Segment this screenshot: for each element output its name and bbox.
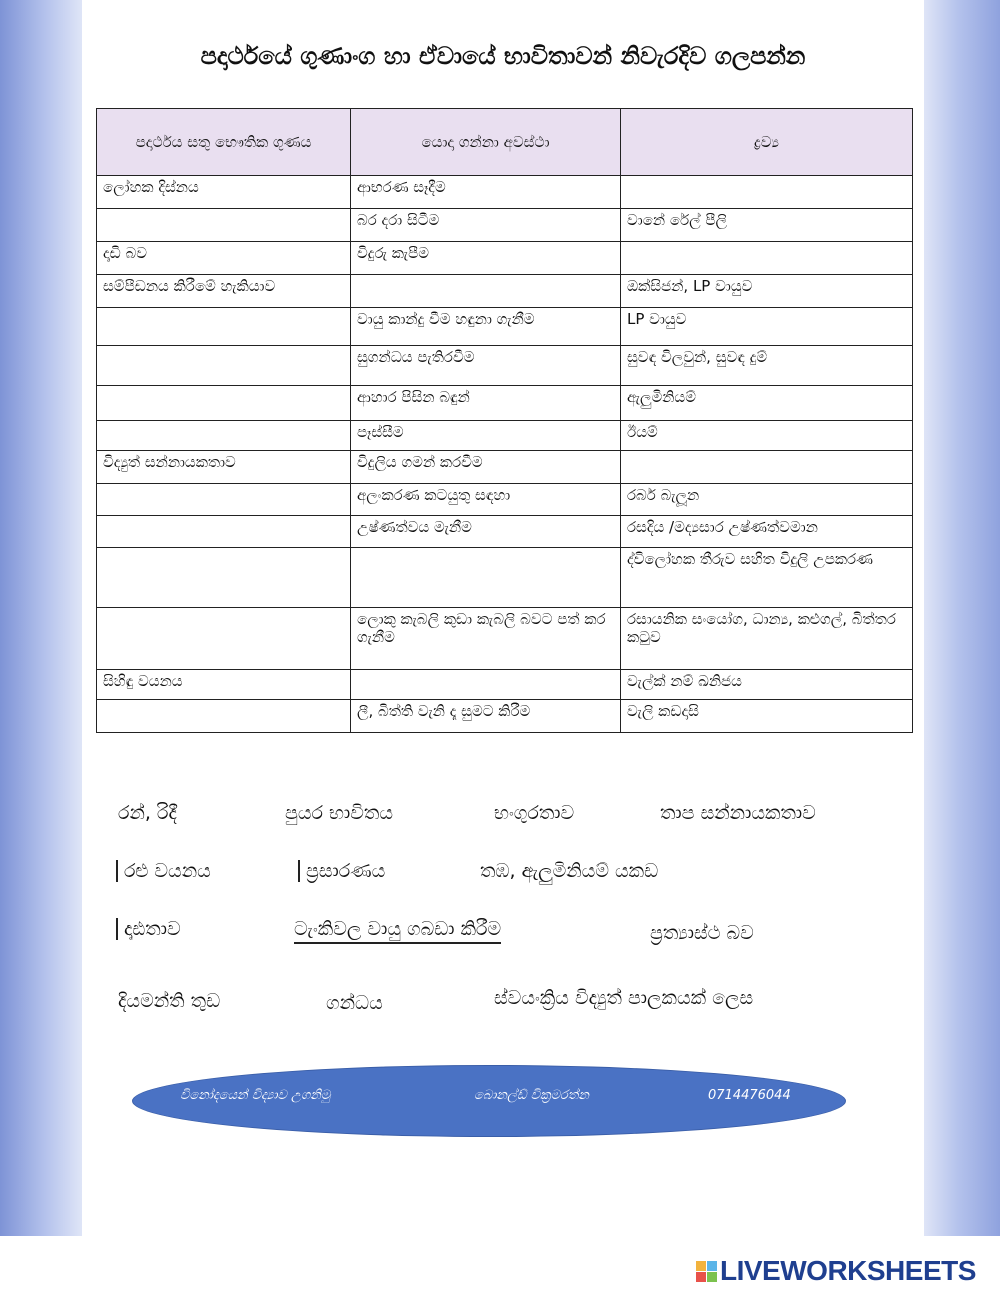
material-cell[interactable] — [621, 242, 913, 275]
material-cell[interactable] — [621, 451, 913, 484]
table-row — [97, 670, 913, 700]
material-cell[interactable]: වැල්ක් නම් ඛනිජය — [621, 670, 913, 700]
liveworksheets-logo-icon — [696, 1261, 717, 1282]
right-decorative-stripe — [924, 0, 1000, 1236]
table-row — [97, 421, 913, 451]
footer-phone: 0714476044 — [708, 1088, 791, 1103]
word-bank-item[interactable]: ප්‍රසාරණය — [298, 860, 385, 882]
header-material: ද්‍රව්‍ය — [621, 109, 913, 176]
left-decorative-stripe — [0, 0, 82, 1236]
property-cell[interactable]: සිහිඳු වයනය — [97, 670, 351, 700]
table-row — [97, 700, 913, 733]
word-bank-item[interactable]: තඹ, ඇලුමිනියම් යකඩ — [480, 860, 659, 882]
word-bank-item[interactable]: ප්‍රත්‍යාස්ථ බව — [650, 922, 754, 944]
header-usage: යොදා ගන්නා අවස්ථා — [351, 109, 621, 176]
table-row — [97, 275, 913, 308]
usage-cell[interactable]: ලොකු කැබලි කුඩා කැබලි බවට පත් කර ගැනීම — [351, 608, 621, 670]
material-cell[interactable]: ඔක්සිජන්, LP වායුව — [621, 275, 913, 308]
property-cell[interactable] — [97, 516, 351, 548]
property-cell[interactable]: විද්‍යුත් සන්නායකතාව — [97, 451, 351, 484]
material-cell[interactable]: ඇලුමිනියම් — [621, 386, 913, 421]
usage-cell[interactable] — [351, 548, 621, 608]
word-bank-item[interactable]: දියමන්ති තුඩ — [118, 990, 221, 1012]
table-row — [97, 451, 913, 484]
material-cell[interactable]: සුවඳ විලවුන්, සුවඳ දුම් — [621, 346, 913, 386]
word-bank-item[interactable]: භංගුරතාව — [494, 802, 575, 824]
material-cell[interactable]: රබර් බැලූන — [621, 484, 913, 516]
property-cell[interactable] — [97, 548, 351, 608]
property-cell[interactable] — [97, 346, 351, 386]
property-cell[interactable] — [97, 308, 351, 346]
table-row — [97, 308, 913, 346]
table-header-row — [97, 109, 913, 176]
usage-cell[interactable]: ලී, බිත්ති වැනි දෑ සුමට කිරීම — [351, 700, 621, 733]
table-row — [97, 516, 913, 548]
liveworksheets-logo — [696, 1255, 976, 1287]
footer-slogan: විනෝදයෙන් විද්‍යාව උගනිමු — [180, 1088, 331, 1103]
usage-cell[interactable]: ආහාර පිසින බඳුන් — [351, 386, 621, 421]
word-bank-item[interactable]: දෘඪතාව — [116, 918, 181, 940]
property-cell[interactable] — [97, 386, 351, 421]
usage-cell[interactable]: වායු කාන්දු වීම හඳුනා ගැනීම — [351, 308, 621, 346]
table-row — [97, 242, 913, 275]
header-physical-property: පදාර්ථය සතු භෞතික ගුණය — [97, 109, 351, 176]
usage-cell[interactable]: සුගන්ධය පැතිරවීම — [351, 346, 621, 386]
property-cell[interactable] — [97, 209, 351, 242]
material-cell[interactable]: රසදිය /මද්‍යසාර උෂ්ණත්වමාන — [621, 516, 913, 548]
material-cell[interactable]: වානේ රේල් පීලි — [621, 209, 913, 242]
word-bank-item[interactable]: ගන්ධය — [326, 992, 383, 1014]
brand-name: LIVEWORKSHEETS — [720, 1255, 976, 1286]
table-row — [97, 608, 913, 670]
table-row — [97, 176, 913, 209]
word-bank-item[interactable]: ස්වයංක්‍රිය විද්‍යුත් පාලකයක් ලෙස — [494, 987, 754, 1009]
table-row — [97, 346, 913, 386]
usage-cell[interactable] — [351, 275, 621, 308]
material-cell[interactable] — [621, 176, 913, 209]
usage-cell[interactable]: බර දරා සිටීම — [351, 209, 621, 242]
usage-cell[interactable] — [351, 670, 621, 700]
usage-cell[interactable]: ආභරණ සෑදීම — [351, 176, 621, 209]
word-bank-item[interactable]: පුයර භාවිතය — [285, 802, 393, 824]
worksheet-title: පදාර්ථයේ ගුණාංග හා ඒවායේ භාවිතාවන් නිවැරදිව ගලපන්න — [200, 42, 806, 70]
property-cell[interactable] — [97, 700, 351, 733]
footer-author: බොනල්ඩ් වික්‍රමරත්න — [474, 1088, 589, 1103]
property-cell[interactable] — [97, 484, 351, 516]
word-bank-item[interactable]: රළු වයනය — [116, 860, 211, 882]
material-cell[interactable]: රසායනික සංයෝග, ධාන්‍ය, කළුගල්, බිත්තර කටුව — [621, 608, 913, 670]
usage-cell[interactable]: අලංකරණ කටයුතු සඳහා — [351, 484, 621, 516]
property-cell[interactable]: සම්පීඩනය කිරීමේ හැකියාව — [97, 275, 351, 308]
usage-cell[interactable]: විදුලිය ගමන් කරවීම — [351, 451, 621, 484]
property-cell[interactable] — [97, 421, 351, 451]
material-cell[interactable]: ඊයම් — [621, 421, 913, 451]
usage-cell[interactable]: පෑස්සීම — [351, 421, 621, 451]
material-cell[interactable]: ද්විලෝහක තීරුව සහිත විදුලි උපකරණ — [621, 548, 913, 608]
properties-table — [96, 108, 913, 733]
usage-cell[interactable]: උෂ්ණත්වය මැනීම — [351, 516, 621, 548]
word-bank-item[interactable]: තාප සන්නායකතාව — [660, 802, 816, 824]
table-row — [97, 548, 913, 608]
material-cell[interactable]: LP වායුව — [621, 308, 913, 346]
word-bank-item[interactable]: රන්, රිදී — [118, 802, 177, 824]
usage-cell[interactable]: විදුරු කැපීම — [351, 242, 621, 275]
property-cell[interactable] — [97, 608, 351, 670]
property-cell[interactable]: දෘඩි බව — [97, 242, 351, 275]
word-bank-item[interactable]: ටැංකිවල වායු ගබඩා කිරීම — [294, 918, 501, 944]
table-row — [97, 386, 913, 421]
material-cell[interactable]: වැලි කඩදාසි — [621, 700, 913, 733]
table-row — [97, 484, 913, 516]
table-row — [97, 209, 913, 242]
property-cell[interactable]: ලෝහක දිස්නය — [97, 176, 351, 209]
